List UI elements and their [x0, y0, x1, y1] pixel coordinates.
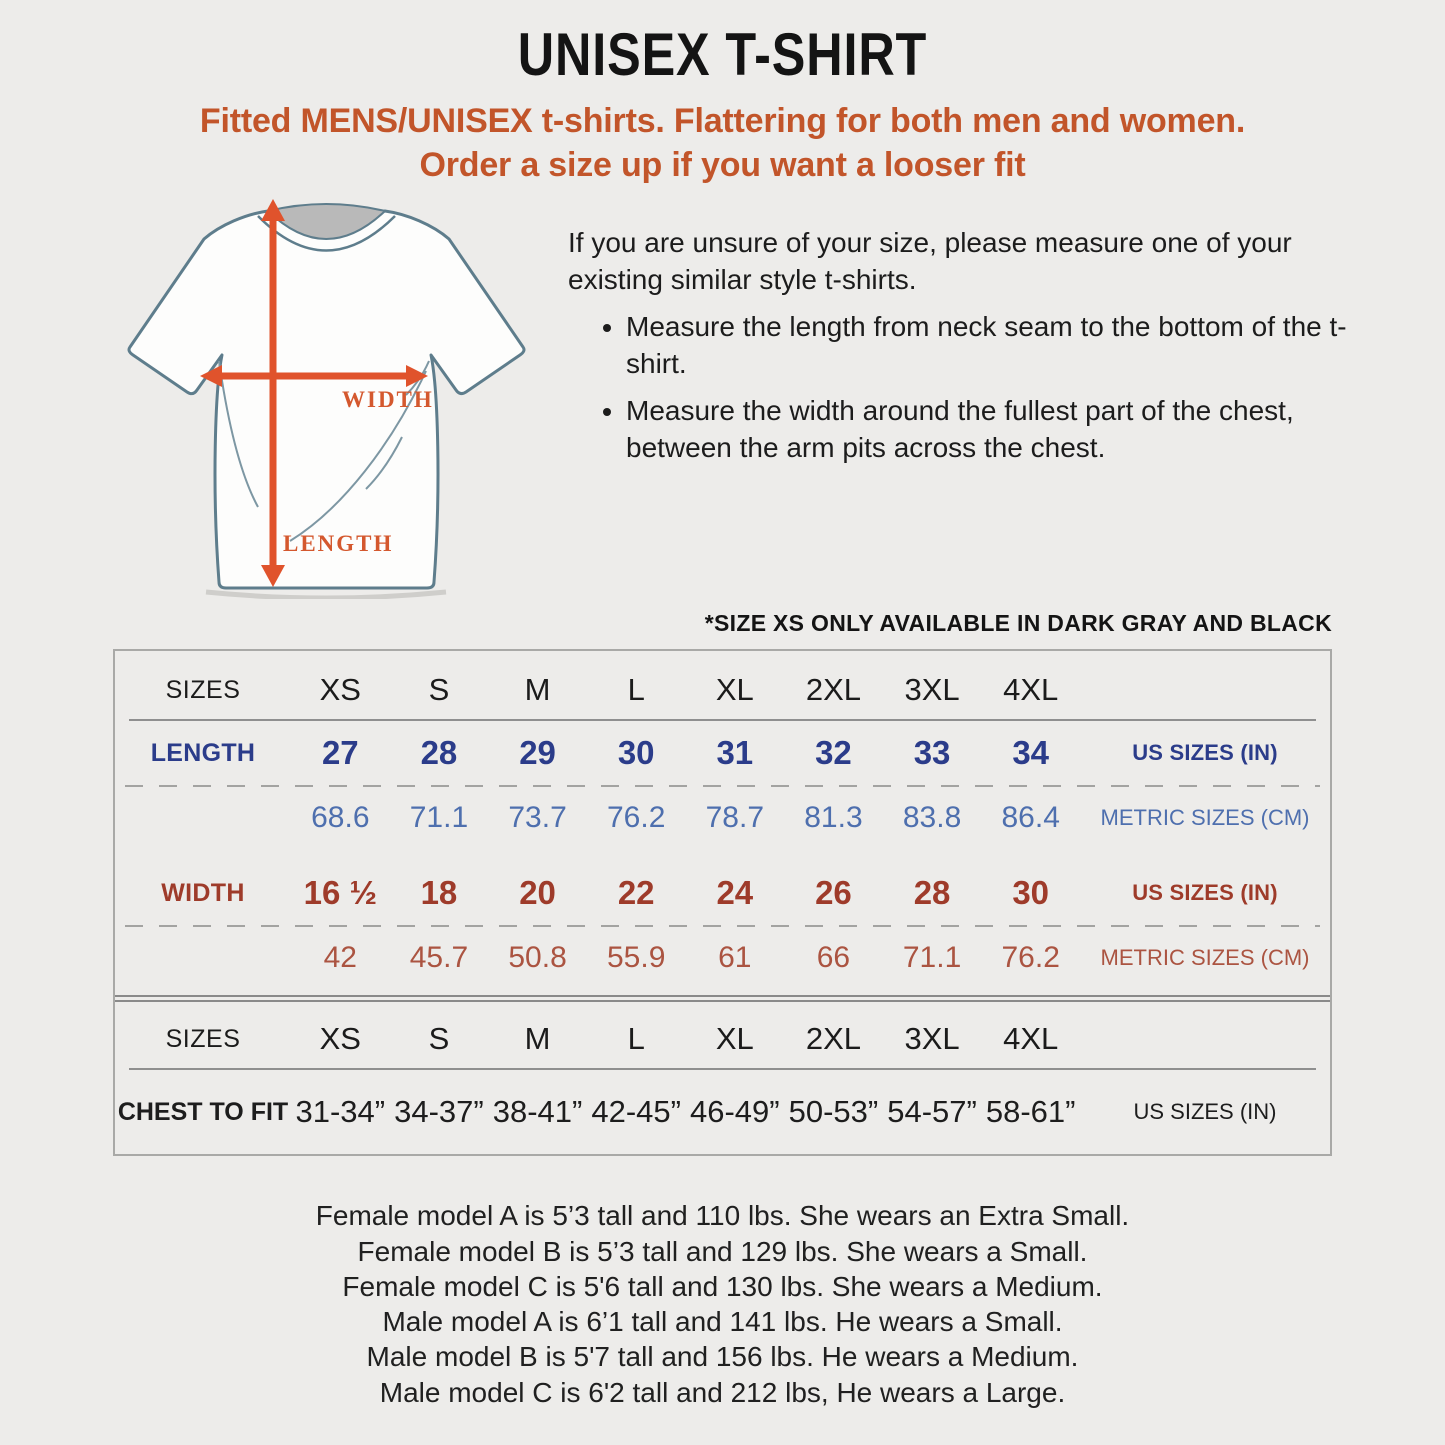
length-us-cell: 32 [815, 734, 852, 772]
length-cm-cell: 81.3 [804, 801, 863, 835]
subtitle-line-1: Fitted MENS/UNISEX t-shirts. Flattering for both men and women. [199, 102, 1246, 140]
table-row-width-metric [115, 927, 1330, 989]
length-us-cell: 27 [321, 734, 359, 772]
size-3xl: 3XL [904, 1021, 960, 1057]
length-cm-cell: 78.7 [705, 801, 764, 835]
length-us-cell: 33 [913, 734, 951, 772]
instruction-width: • Measure the width around the fullest part of the chest, between the arm pits across the chest. [626, 393, 1368, 467]
chest-cell: 50-53” [788, 1094, 879, 1130]
model-sizing-info [0, 1198, 1445, 1410]
size-s: S [428, 672, 450, 708]
model-line: Male model A is 6’1 tall and 141 lbs. He wears a Small. [382, 1306, 1063, 1338]
table-row-length-us [115, 721, 1330, 785]
length-cm-cell: 83.8 [902, 801, 962, 835]
tshirt-icon [100, 189, 540, 599]
chest-cell: 58-61” [985, 1094, 1076, 1130]
size-2xl: 2XL [805, 672, 862, 708]
size-3xl: 3XL [904, 672, 960, 708]
page-title: UNISEX T-SHIRT [517, 21, 928, 88]
size-s: S [428, 1021, 450, 1057]
width-us-cell: 28 [913, 874, 951, 912]
table-row-length-metric [115, 787, 1330, 849]
width-us-cell: 18 [420, 874, 458, 912]
length-cm-cell: 68.6 [311, 801, 370, 835]
table-row-sizes-header-2 [115, 1010, 1330, 1068]
subtitle [0, 99, 1445, 187]
length-us-cell: 29 [519, 734, 556, 772]
length-us-cell: 31 [716, 734, 754, 772]
size-xs: XS [319, 672, 361, 708]
width-cm-cell: 45.7 [409, 941, 469, 975]
length-us-cell: 34 [1012, 734, 1050, 772]
xs-availability-note: *SIZE XS ONLY AVAILABLE IN DARK GRAY AND BLACK [704, 610, 1332, 637]
chest-unit: US SIZES (IN) [1133, 1099, 1277, 1125]
size-l: L [627, 672, 645, 708]
table-row-width-us [115, 861, 1330, 925]
length-us-cell: 28 [420, 734, 458, 772]
chest-cell: 31-34” [295, 1094, 386, 1130]
chest-cell: 34-37” [394, 1094, 484, 1130]
width-us-cell: 30 [1012, 874, 1050, 912]
width-metric-unit: METRIC SIZES (CM) [1100, 945, 1310, 971]
sizes-label: SIZES [165, 675, 241, 704]
length-us-unit: US SIZES (IN) [1132, 740, 1278, 766]
sizes-label: SIZES [165, 1024, 241, 1053]
measure-instructions [568, 225, 1368, 604]
width-us-cell: 22 [617, 874, 655, 912]
table-row-chest-to-fit [115, 1070, 1330, 1154]
chest-cell: 38-41” [492, 1094, 583, 1130]
width-cm-cell: 50.8 [508, 941, 567, 975]
size-xl: XL [715, 1021, 754, 1057]
size-table [113, 649, 1332, 1156]
length-cm-cell: 71.1 [409, 801, 469, 835]
size-4xl: 4XL [1003, 672, 1059, 708]
length-cm-cell: 73.7 [508, 801, 567, 835]
length-cm-cell: 86.4 [1001, 801, 1060, 835]
width-cm-cell: 61 [718, 941, 752, 975]
size-xs: XS [319, 1021, 361, 1057]
model-line: Female model C is 5'6 tall and 130 lbs. She wears a Medium. [342, 1270, 1103, 1302]
model-line: Female model B is 5’3 tall and 129 lbs. She wears a Small. [357, 1235, 1088, 1267]
chest-cell: 46-49” [690, 1094, 780, 1130]
model-line: Male model B is 5'7 tall and 156 lbs. He wears a Medium. [366, 1341, 1079, 1373]
instruction-length: • Measure the length from neck seam to the bottom of the t-shirt. [626, 309, 1368, 383]
width-cm-cell: 66 [816, 941, 851, 975]
width-us-cell: 16 ½ [303, 874, 378, 912]
instructions-intro: If you are unsure of your size, please measure one of your existing similar style t-shirts. [568, 227, 1292, 296]
spacer [115, 849, 1330, 861]
width-us-cell: 20 [519, 874, 556, 912]
size-l: L [627, 1021, 645, 1057]
width-cm-cell: 71.1 [902, 941, 962, 975]
length-us-cell: 30 [617, 734, 655, 772]
model-line: Female model A is 5’3 tall and 110 lbs. She wears an Extra Small. [315, 1200, 1130, 1232]
instructions-list [568, 309, 1368, 467]
width-row-label: WIDTH [161, 878, 245, 907]
subtitle-line-2: Order a size up if you want a looser fit [419, 146, 1026, 185]
table-row-sizes-header [115, 661, 1330, 719]
measure-section [0, 189, 1445, 604]
length-label: LENGTH [283, 531, 394, 557]
width-cm-cell: 42 [323, 941, 357, 975]
chest-cell: 42-45” [591, 1094, 681, 1130]
length-row-label: LENGTH [150, 738, 256, 767]
tshirt-shadow [206, 592, 446, 598]
thick-divider [115, 995, 1330, 1002]
width-cm-cell: 55.9 [606, 941, 666, 975]
width-us-unit: US SIZES (IN) [1132, 880, 1278, 906]
size-m: M [524, 1021, 551, 1057]
chest-row-label: CHEST TO FIT [117, 1097, 289, 1126]
width-us-cell: 24 [716, 874, 754, 912]
width-us-cell: 26 [815, 874, 852, 912]
length-cm-cell: 76.2 [606, 801, 666, 835]
size-m: M [524, 672, 551, 708]
size-4xl: 4XL [1003, 1021, 1059, 1057]
width-cm-cell: 76.2 [1001, 941, 1060, 975]
width-label: WIDTH [342, 387, 434, 413]
chest-cell: 54-57” [887, 1094, 977, 1130]
size-xl: XL [715, 672, 754, 708]
tshirt-measurement-diagram [100, 189, 540, 604]
length-metric-unit: METRIC SIZES (CM) [1100, 805, 1310, 831]
model-line: Male model C is 6'2 tall and 212 lbs, He wears a Large. [379, 1376, 1066, 1408]
size-2xl: 2XL [805, 1021, 862, 1057]
